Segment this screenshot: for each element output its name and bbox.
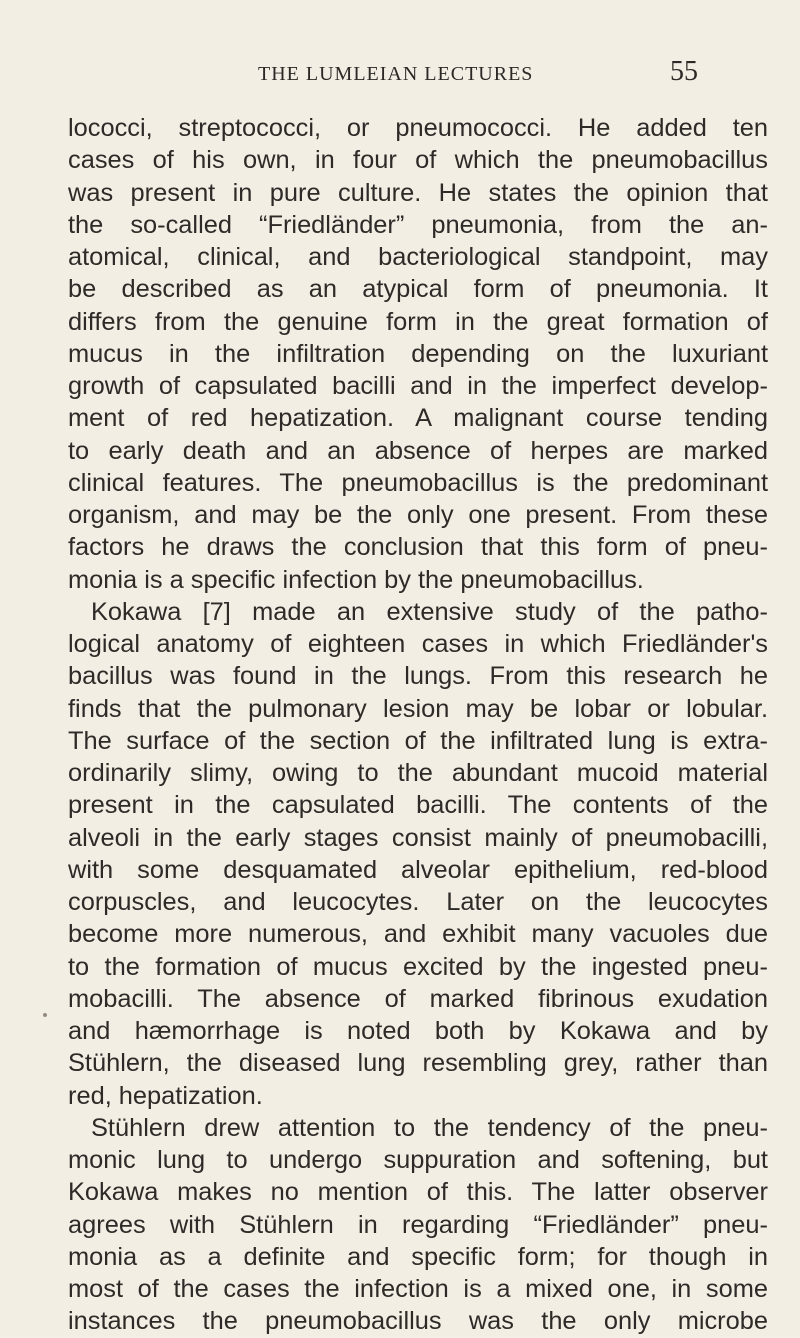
text-line: alveoli in the early stages consist mainly of pneumobacilli, — [68, 823, 768, 852]
text-line: differs from the genuine form in the great formation of — [68, 307, 768, 336]
text-line: lococci, streptococci, or pneumococci. He added ten — [68, 114, 768, 142]
running-title: THE LUMLEIAN LECTURES — [258, 63, 534, 85]
text-line: corpuscles, and leucocytes. Later on the leucocytes — [68, 888, 768, 916]
text-line: most of the cases the infection is a mixed one, in some — [68, 1275, 768, 1303]
text-line: Kokawa makes no mention of this. The latter observer — [68, 1178, 768, 1207]
text-line: cases of his own, in four of which the pneumobacillus — [68, 146, 768, 175]
text-line: agrees with Stühlern in regarding “Friedländer” pneu- — [68, 1210, 768, 1239]
paragraph-1 — [68, 112, 768, 596]
text-line: mobacilli. The absence of marked fibrinous exudation — [68, 984, 768, 1013]
text-line: become more numerous, and exhibit many vacuoles due — [68, 920, 768, 949]
text-line: ment of red hepatization. A malignant course tending — [68, 404, 768, 433]
text-line: The surface of the section of the infiltrated lung is extra- — [68, 726, 768, 755]
text-line: was present in pure culture. He states the opinion that — [68, 178, 768, 207]
text-line: the so-called “Friedländer” pneumonia, from the an- — [68, 210, 768, 239]
text-line: factors he draws the conclusion that this form of pneu- — [68, 533, 768, 562]
text-line: Stühlern drew attention to the tendency of the pneu- — [91, 1113, 768, 1142]
text-line: logical anatomy of eighteen cases in which Friedländer's — [68, 630, 768, 658]
text-line: Stühlern, the diseased lung resembling grey, rather than — [68, 1049, 768, 1078]
text-line: atomical, clinical, and bacteriological standpoint, may — [68, 243, 768, 271]
text-line: clinical features. The pneumobacillus is the predominant — [68, 468, 768, 497]
text-line: monia is a specific infection by the pneumobacillus. — [68, 565, 644, 594]
page-number: 55 — [670, 56, 698, 87]
text-line: monic lung to undergo suppuration and softening, but — [68, 1146, 768, 1174]
text-line: bacillus was found in the lungs. From this research he — [68, 662, 768, 691]
text-line: finds that the pulmonary lesion may be lobar or lobular. — [68, 694, 768, 723]
text-line: and hæmorrhage is noted both by Kokawa and by — [68, 1017, 768, 1045]
running-head — [0, 56, 800, 96]
text-line: monia as a definite and specific form; for though in — [68, 1242, 768, 1271]
text-line: be described as an atypical form of pneumonia. It — [68, 275, 768, 304]
text-line: instances the pneumobacillus was the only microbe — [68, 1307, 768, 1336]
text-line: mucus in the infiltration depending on the luxuriant — [68, 339, 768, 368]
text-line: to the formation of mucus excited by the ingested pneu- — [68, 952, 768, 981]
body-text — [68, 112, 768, 1338]
text-line: present in the capsulated bacilli. The contents of the — [68, 791, 768, 820]
text-line: red, hepatization. — [68, 1081, 263, 1110]
text-line: to early death and an absence of herpes are marked — [68, 436, 768, 465]
text-line: ordinarily slimy, owing to the abundant mucoid material — [68, 759, 768, 787]
ink-speck — [43, 1013, 47, 1017]
text-line: organism, and may be the only one present. From these — [68, 501, 768, 529]
text-line: with some desquamated alveolar epithelium, red-blood — [68, 855, 768, 884]
paragraph-3 — [68, 1112, 768, 1338]
text-line: growth of capsulated bacilli and in the imperfect develop- — [68, 372, 768, 400]
text-line: Kokawa [7] made an extensive study of the patho- — [91, 597, 768, 626]
paragraph-2 — [68, 596, 768, 1112]
